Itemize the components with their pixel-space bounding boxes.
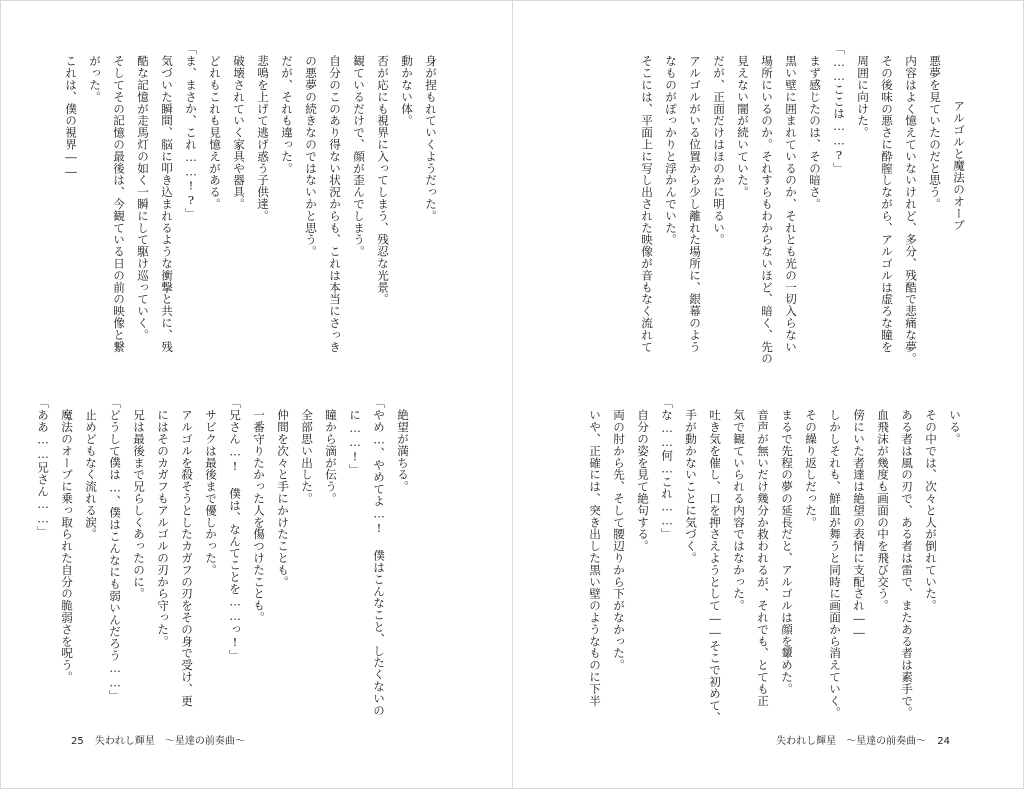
- text-line: まるで先程の夢の延長だと、アルゴルは顔を顰めた。: [780, 409, 794, 695]
- running-title: 失われし輝星 〜星達の前奏曲〜: [94, 736, 245, 747]
- text-line: 気で観ていられる内容ではなかった。: [732, 409, 746, 612]
- right-page-top-text: [581, 43, 971, 373]
- text-line: がった。: [88, 55, 102, 103]
- text-line: 全部思い出した。: [300, 409, 314, 505]
- text-line: 手が動かないことに気づく。: [684, 409, 698, 564]
- text-line: 瞳から滴が伝う。: [324, 409, 338, 505]
- text-line: 吐き気を催し、口を押さえようとして――そこで初めて、: [708, 409, 722, 724]
- text-line: 絶望が満ちる。: [396, 409, 410, 493]
- text-line: 一番守りたかった人を傷つけたことも。: [252, 409, 266, 624]
- text-line: 周囲に向けた。: [856, 55, 870, 139]
- text-line: 否が応にも視界に入ってしまう、残忍な光景。: [376, 55, 390, 305]
- text-line: 血飛沫が幾度も画面の中を飛び交う。: [876, 409, 890, 612]
- text-line: 「どうして僕は…、僕はこんなにも弱いんだろう……」: [108, 397, 122, 702]
- text-line: にはそのカガフもアルゴルの刃から守った。: [156, 409, 170, 647]
- left-page-bottom-text: [36, 397, 415, 727]
- text-line: 内容はよく憶えていないけれど、多分、残酷で悲痛な夢。: [904, 55, 918, 365]
- text-line: まず感じたのは、その暗さ。: [808, 55, 822, 210]
- right-page-bottom-text: [588, 397, 967, 727]
- text-line: に……!」: [348, 409, 362, 476]
- text-line: 「……ここは……?」: [832, 43, 846, 174]
- text-line: しかしそれも、鮮血が舞うと同時に画面から消えていく。: [828, 409, 842, 719]
- text-line: 黒い壁に囲まれているのか、それとも光の一切入らない: [784, 55, 798, 353]
- text-line: その後味の悪さに酔膣しながら、アルゴルは虚ろな瞳を: [880, 55, 894, 353]
- right-page-footer: [776, 732, 950, 747]
- text-line: 身が捏もれていくようだった。: [424, 55, 438, 222]
- text-line: 両の肘から先、そして腰辺りから下がなかった。: [612, 409, 626, 671]
- text-line: 自分の姿を見て絶句する。: [636, 409, 650, 552]
- text-line: 悲鳴を上げて逃げ惑う子供達。: [256, 55, 270, 222]
- text-line: だが、それも違った。: [280, 55, 294, 174]
- text-line: 動かない体。: [400, 55, 414, 127]
- text-line: 場所にいるのか。それすらもわからないほど、暗く、先の: [760, 55, 774, 365]
- text-line: アルゴルを殺そうとしたカガフの刃をその身で受け、更: [180, 409, 194, 707]
- text-line: いる。: [948, 409, 962, 445]
- text-line: だが、正面だけはほのかに明るい。: [712, 55, 726, 246]
- running-title: 失われし輝星 〜星達の前奏曲〜: [776, 736, 927, 747]
- text-line: 見えない闇が続いていた。: [736, 55, 750, 198]
- text-line: 自分のこのあり得ない状況からも、これは本当にさっき: [328, 55, 342, 353]
- left-page-top-text: [64, 43, 443, 373]
- text-line: 止めどもなく流れる涙。: [84, 409, 98, 540]
- left-page-footer: [71, 732, 245, 747]
- text-line: なものがぽっかりと浮かんでいた。: [664, 55, 678, 246]
- left-page: [1, 1, 512, 788]
- text-line: 「ま、まさか、これ……!?」: [184, 43, 198, 220]
- right-page: [513, 1, 1024, 788]
- text-line: そしてその記憶の最後は、今観ている日の前の映像と繋: [112, 55, 126, 353]
- chapter-title: アルゴルと魔法のオーブ: [952, 100, 966, 231]
- text-line: 傍にいた者達は絶望の表情に支配され――: [852, 409, 866, 640]
- text-line: 観ているだけで、顔が歪んでしまう。: [352, 55, 366, 258]
- text-line: 魔法のオーブに乗っ取られた自分の脆弱さを呪う。: [60, 409, 74, 683]
- text-line: サビクは最後まで優しかった。: [204, 409, 218, 576]
- text-line: 「兄さん…! 僕は、なんてことを……っ!」: [228, 397, 242, 662]
- text-line: いや、正確には、突き出した黒い壁のようなものに下半: [588, 409, 602, 707]
- text-line: 兄は最後まで兄らしくあったのに。: [132, 409, 146, 600]
- text-line: 気づいた瞬間、脳に叩き込まれるような衝撃と共に、残: [160, 55, 174, 353]
- text-line: そこには、平面上に写し出された映像が音もなく流れて: [640, 55, 654, 353]
- text-line: 「な……何…これ……」: [660, 397, 674, 540]
- text-line: どれもこれも見憶えがある。: [208, 55, 222, 210]
- text-line: 「やめ…、やめてよ…! 僕はこんなこと、したくないの: [372, 397, 386, 716]
- text-line: その中では、次々と人が倒れていた。: [924, 409, 938, 612]
- text-line: その繰り返しだった。: [804, 409, 818, 528]
- text-line: 「ああ……兄さん……」: [36, 397, 50, 538]
- text-line: 破壊されていく家具や器具。: [232, 55, 246, 210]
- text-line: ある者は風の刃で、ある者は雷で、またある者は素手で。: [900, 409, 914, 719]
- text-line: 仲間を次々と手にかけたことも。: [276, 409, 290, 588]
- text-line: 酷な記憶が走馬灯の如く一瞬にして駆け巡っていく。: [136, 55, 150, 341]
- text-line: アルゴルがいる位置から少し離れた場所に、銀幕のよう: [688, 55, 702, 353]
- text-line: の悪夢の続きなのではないかと思う。: [304, 55, 318, 258]
- text-line: 悪夢を見ていたのだと思う。: [928, 55, 942, 210]
- page-number: 24: [937, 736, 950, 747]
- text-line: これは、僕の視界――: [64, 55, 78, 179]
- page-number: 25: [71, 736, 84, 747]
- text-line: 音声が無いだけ幾分か救われるが、それでも、とても正: [756, 409, 770, 707]
